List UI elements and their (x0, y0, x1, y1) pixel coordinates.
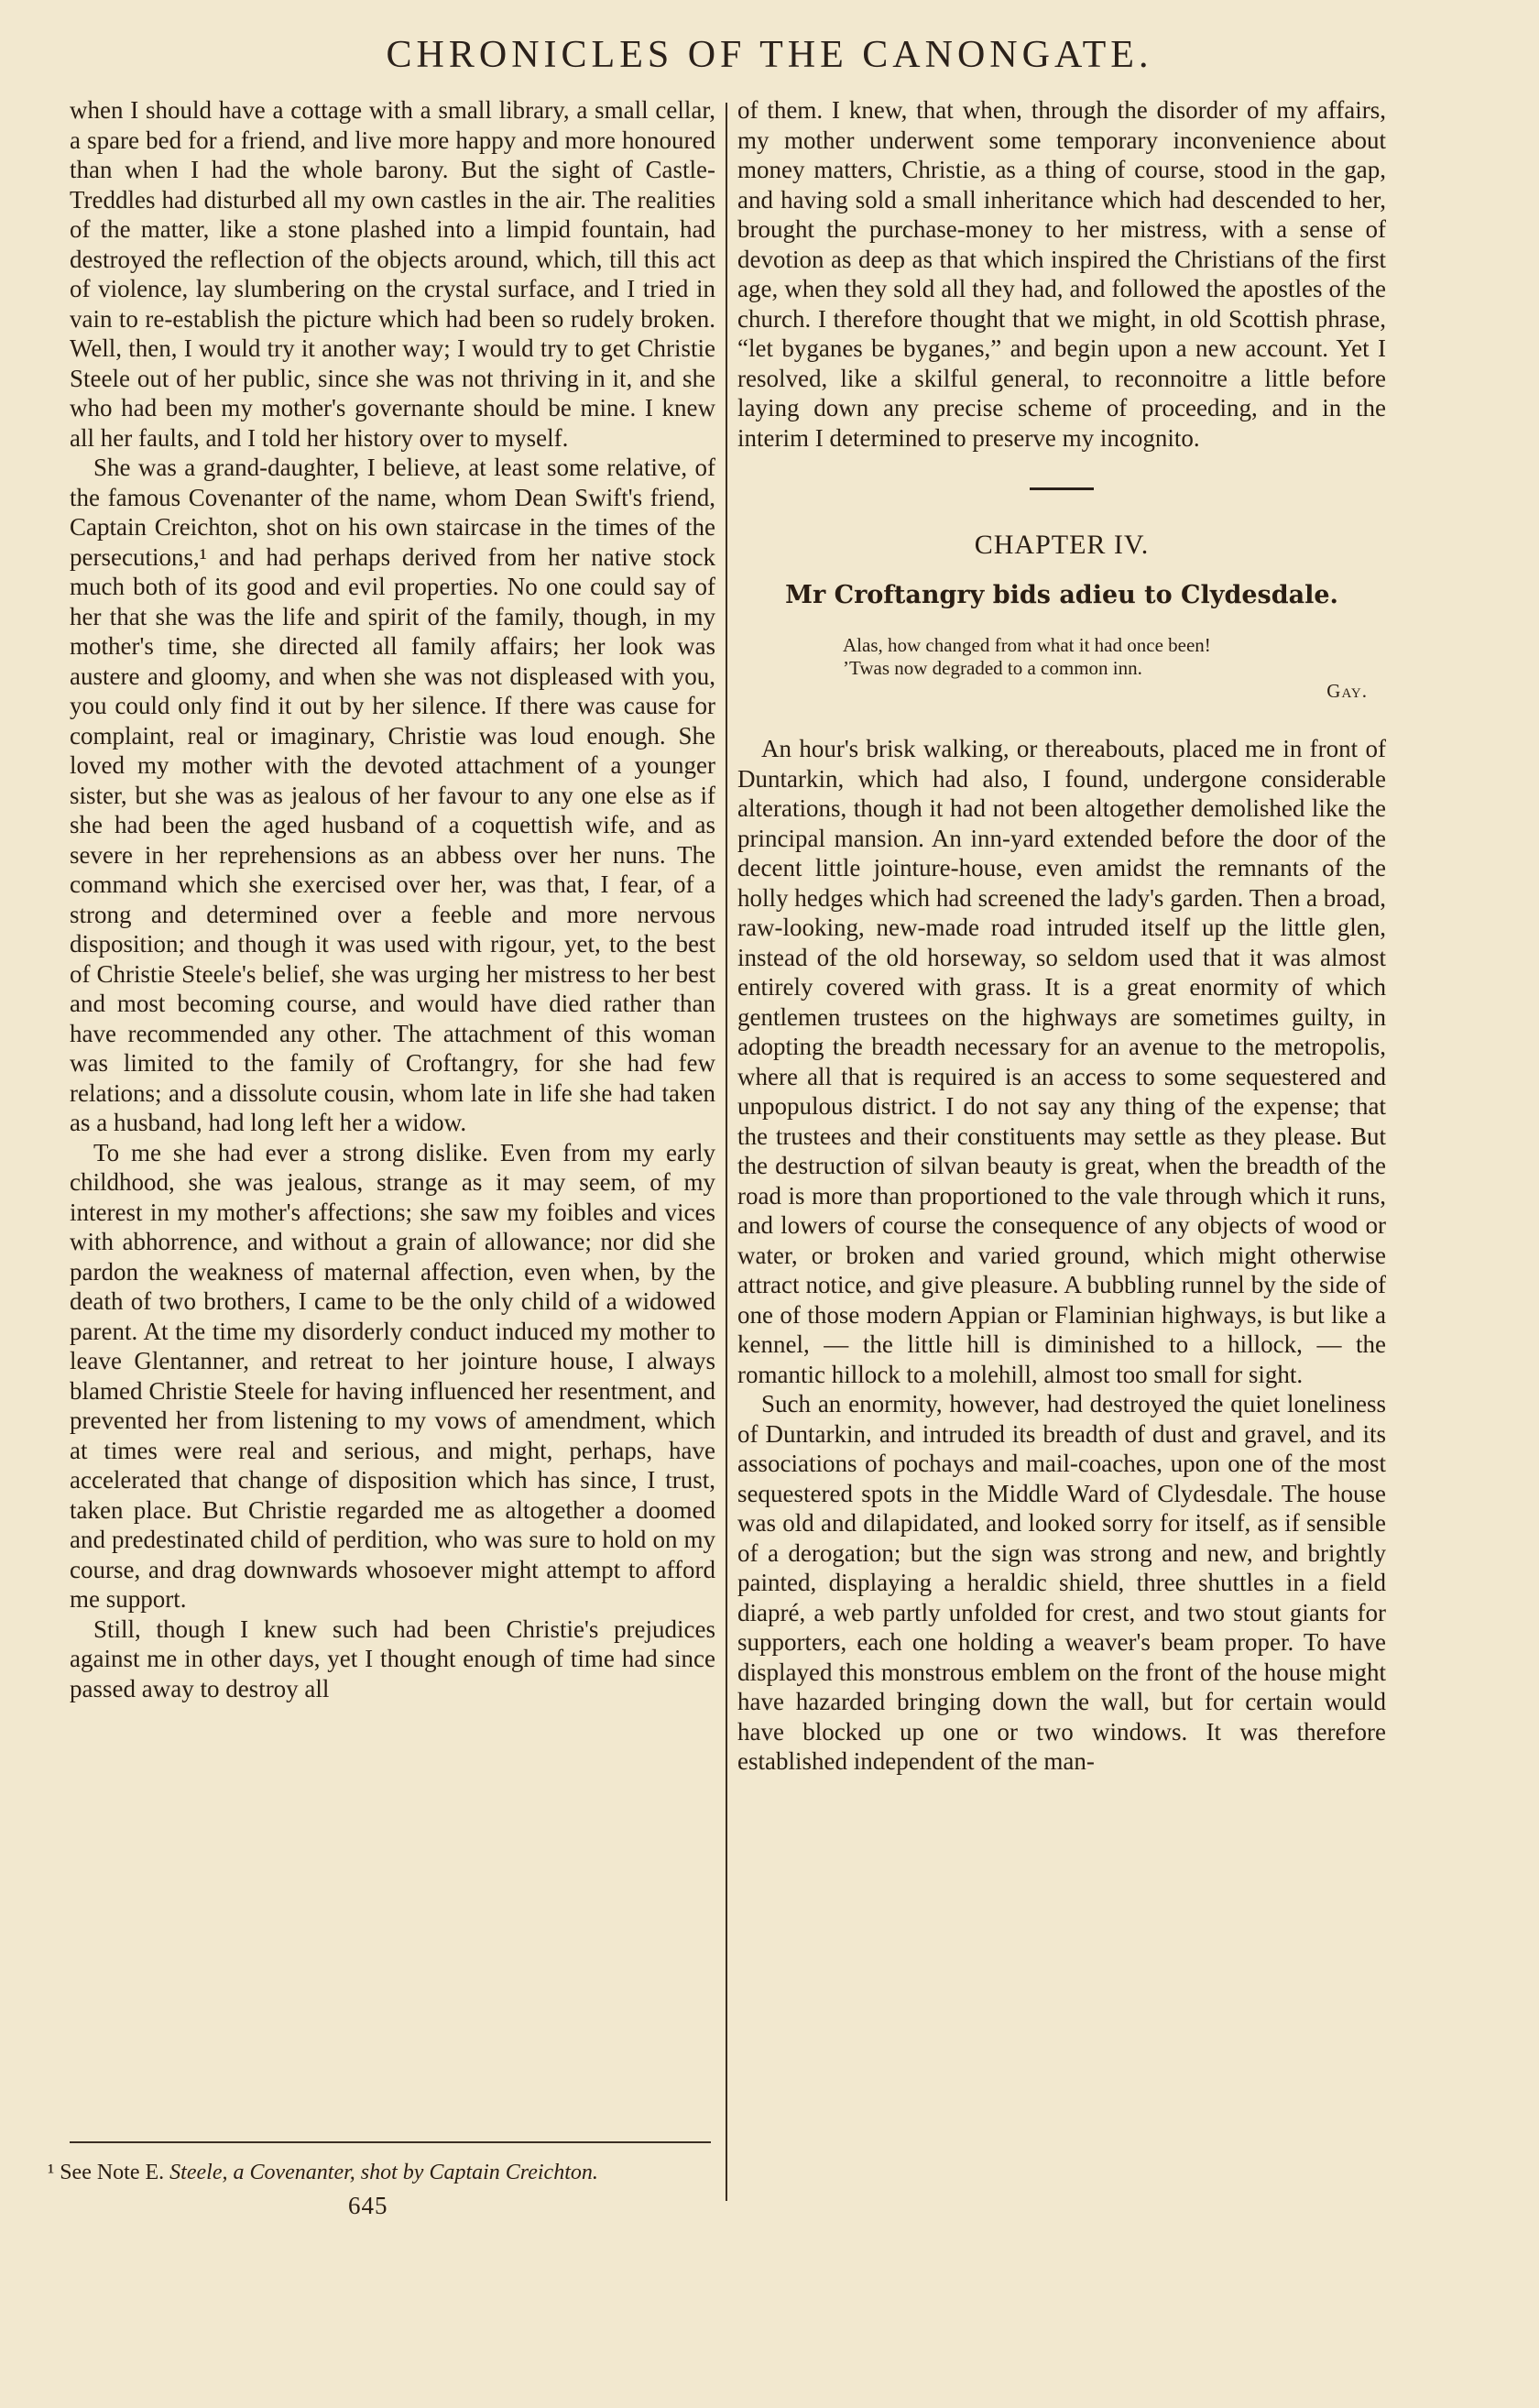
paragraph: Such an enormity, however, had destroyed the quiet loneliness of Duntarkin, and intruded its breadth of dust and gravel, and its associations of pochays and mail-coaches, upon one of the most sequestered spots in the Middle Ward of Clydesdale. The house was old and dilapidated, and looked sorry for itself, as if sensible of a derogation; but the sign was strong and new, and brightly painted, displaying a heraldic shield, three shuttles in a field diapré, a web partly unfolded for crest, and two stout giants for supporters, each one holding a weaver's beam proper. To have displayed this monstrous emblem on the front of the house might have hazarded bringing down the wall, but for certain would have blocked up one or two windows. It was therefore established independent of the man- (737, 1390, 1386, 1775)
epigraph-author: Gay. (1326, 680, 1368, 702)
paragraph: An hour's brisk walking, or thereabouts, placed me in front of Duntarkin, which had also, I found, undergone considerable alterations, though it had not been altogether demolished like the principal mansion. An inn-yard extended before the door of the decent little jointure-house, even amidst the remnants of the holly hedges which had screened the lady's garden. Then a broad, raw-looking, new-made road intruded itself up the little glen, instead of the old horseway, so seldom used that it was almost entirely covered with grass. It is a great enormity of which gentlemen trustees on the highways are sometimes guilty, in adopting the breadth necessary for an avenue to the metropolis, where all that is required is an access to some sequestered and unpopulous district. I do not say any thing of the expense; that the trustees and their constituents may settle as they please. But the destruction of silvan beauty is great, when the breadth of the road is more than proportioned to the vale through which it runs, and lowers of course the consequence of any objects of wood or water, or broken and varied ground, which might otherwise attract notice, and give pleasure. A bubbling runnel by the side of one of those modern Appian or Flaminian highways, is but like a kennel, — the little hill is diminished to a hillock, — the romantic hillock to a molehill, almost too small for sight. (737, 735, 1386, 1388)
footnote-prefix: ¹ See Note E. (48, 2161, 165, 2184)
footnote-text: Steele, a Covenanter, shot by Captain Creichton. (169, 2161, 598, 2184)
running-header: CHRONICLES OF THE CANONGATE. (386, 34, 1153, 76)
footnote-rule (70, 2141, 711, 2143)
page-number: 645 (348, 2192, 388, 2219)
epigraph-line: ’Twas now degraded to a common inn. (843, 657, 1142, 679)
right-column (737, 95, 1386, 1777)
left-column (70, 95, 715, 1703)
paragraph: when I should have a cottage with a small library, a small cellar, a spare bed for a friend, and live more happy and more honoured than when I had the whole barony. But the sight of Castle-Treddles had disturbed all my own castles in the air. The realities of the matter, like a stone plashed into a limpid fountain, had destroyed the reflection of the objects around, which, till this act of violence, lay slumbering on the crystal surface, and I tried in vain to re-establish the picture which had been so rudely broken. Well, then, I would try it another way; I would try to get Christie Steele out of her public, since she was not thriving in it, and she who had been my mother's governante should be mine. I knew all her faults, and I told her history over to myself. (70, 96, 715, 452)
paragraph: To me she had ever a strong dislike. Even from my early childhood, she was jealous, strange as it may seem, of my interest in my mother's affections; she saw my foibles and vices with abhorrence, and without a grain of allowance; nor did she pardon the weakness of maternal affection, even when, by the death of two brothers, I came to be the only child of a widowed parent. At the time my disorderly conduct induced my mother to leave Glentanner, and retreat to her jointure house, I always blamed Christie Steele for having influenced her resentment, and prevented her from listening to my vows of amendment, which at times were real and serious, and might, perhaps, have accelerated that change of disposition which has since, I trust, taken place. But Christie regarded me as altogether a doomed and predestinated child of perdition, who was sure to hold on my course, and drag downwards whosoever might attempt to afford me support. (70, 1138, 715, 1613)
footnote (48, 2161, 726, 2185)
chapter-title: CHAPTER IV. (974, 530, 1150, 560)
paragraph: of them. I knew, that when, through the disorder of my affairs, my mother underwent some temporary inconvenience about money matters, Christie, as a thing of course, stood in the gap, and having sold a small inheritance which had descended to her, brought the purchase-money to her mistress, with a sense of devotion as deep as that which inspired the Christians of the first age, when they sold all they had, and followed the apostles of the church. I therefore thought that we might, in old Scottish phrase, “let byganes be byganes,” and begin upon a new account. Yet I resolved, like a skilful general, to reconnoitre a little before laying down any precise scheme of proceeding, and in the interim I determined to preserve my incognito. (737, 96, 1386, 452)
column-divider (726, 103, 727, 2201)
epigraph (843, 634, 1386, 703)
epigraph-line: Alas, how changed from what it had once been! (843, 634, 1211, 656)
chapter-subtitle: Mr Croftangry bids adieu to Clydesdale. (785, 580, 1338, 609)
paragraph: Still, though I knew such had been Christie's prejudices against me in other days, yet I thought enough of time had since passed away to destroy all (70, 1614, 715, 1702)
section-rule (1030, 487, 1094, 490)
paragraph: She was a grand-daughter, I believe, at least some relative, of the famous Covenanter of the name, whom Dean Swift's friend, Captain Creichton, shot on his own staircase in the times of the persecutions,¹ and had perhaps derived from her native stock much both of its good and evil properties. No one could say of her that she was the life and spirit of the family, though, in my mother's time, she directed all family affairs; her look was austere and gloomy, and when she was not displeased with you, you could only find it out by her silence. If there was cause for complaint, real or imaginary, Christie was loud enough. She loved my mother with the devoted attachment of a younger sister, but she was as jealous of her favour to any one else as if she had been the aged husband of a coquettish wife, and as severe in her reprehensions as an abbess over her nuns. The command which she exercised over her, was that, I fear, of a strong and determined over a feeble and more nervous disposition; and though it was used with rigour, yet, to the best of Christie Steele's belief, she was urging her mistress to her best and most becoming course, and would have died rather than have recommended any other. The attachment of this woman was limited to the family of Croftangry, for she had few relations; and a dissolute cousin, whom late in life she had taken as a husband, had long left her a widow. (70, 454, 715, 1136)
